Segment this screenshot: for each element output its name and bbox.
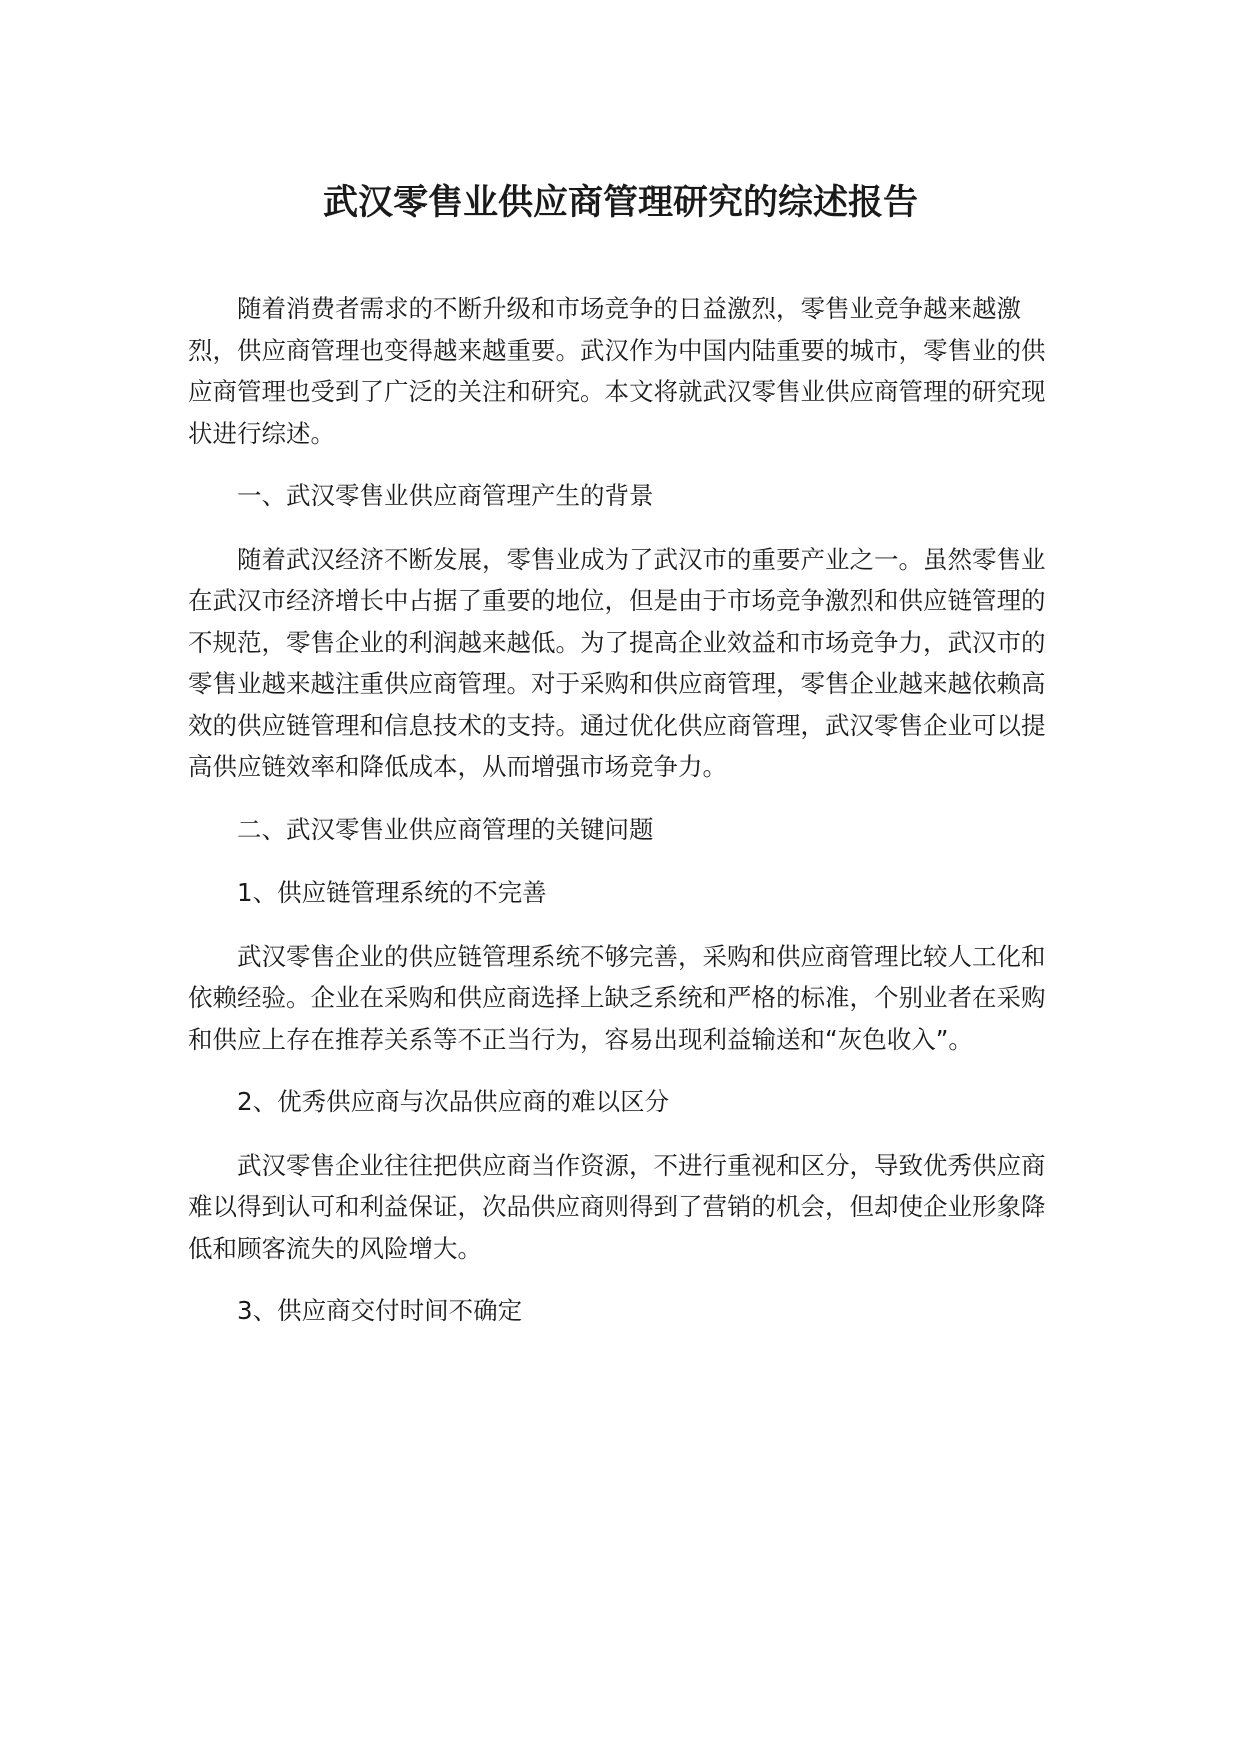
background-paragraph: 随着武汉经济不断发展，零售业成为了武汉市的重要产业之一。虽然零售业在武汉市经济增长中占据了重要的地位，但是由于市场竞争激烈和供应链管理的不规范，零售企业的利润越来越低。为了提高企业效益和市场竞争力，武汉市的零售业越来越注重供应商管理。对于采购和供应商管理，零售企业越来越依赖高效的供应链管理和信息技术的支持。通过优化供应商管理，武汉零售企业可以提高供应链效率和降低成本，从而增强市场竞争力。 bbox=[188, 544, 1046, 781]
subheading-supplier-distinction: 2、优秀供应商与次品供应商的难以区分 bbox=[237, 1087, 670, 1116]
subheading-supply-chain-system: 1、供应链管理系统的不完善 bbox=[237, 878, 547, 907]
supply-chain-system-paragraph: 武汉零售企业的供应链管理系统不够完善，采购和供应商管理比较人工化和依赖经验。企业在采购和供应商选择上缺乏系统和严格的标准，个别业者在采购和供应上存在推荐关系等不正当行为，容易出现利益输送和“灰色收入”。 bbox=[188, 941, 1046, 1054]
intro-paragraph: 随着消费者需求的不断升级和市场竞争的日益激烈，零售业竞争越来越激烈，供应商管理也变得越来越重要。武汉作为中国内陆重要的城市，零售业的供应商管理也受到了广泛的关注和研究。本文将就武汉零售业供应商管理的研究现状进行综述。 bbox=[188, 294, 1046, 448]
document-body bbox=[188, 288, 1068, 1354]
subheading-delivery-time: 3、供应商交付时间不确定 bbox=[237, 1296, 523, 1325]
section-heading-key-issues: 二、武汉零售业供应商管理的关键问题 bbox=[237, 814, 654, 844]
section-heading-background: 一、武汉零售业供应商管理产生的背景 bbox=[237, 481, 654, 510]
document-title: 武汉零售业供应商管理研究的综述报告 bbox=[322, 183, 918, 223]
supplier-distinction-paragraph: 武汉零售企业往往把供应商当作资源，不进行重视和区分，导致优秀供应商难以得到认可和利益保证，次品供应商则得到了营销的机会，但却使企业形象降低和顾客流失的风险增大。 bbox=[188, 1150, 1046, 1263]
